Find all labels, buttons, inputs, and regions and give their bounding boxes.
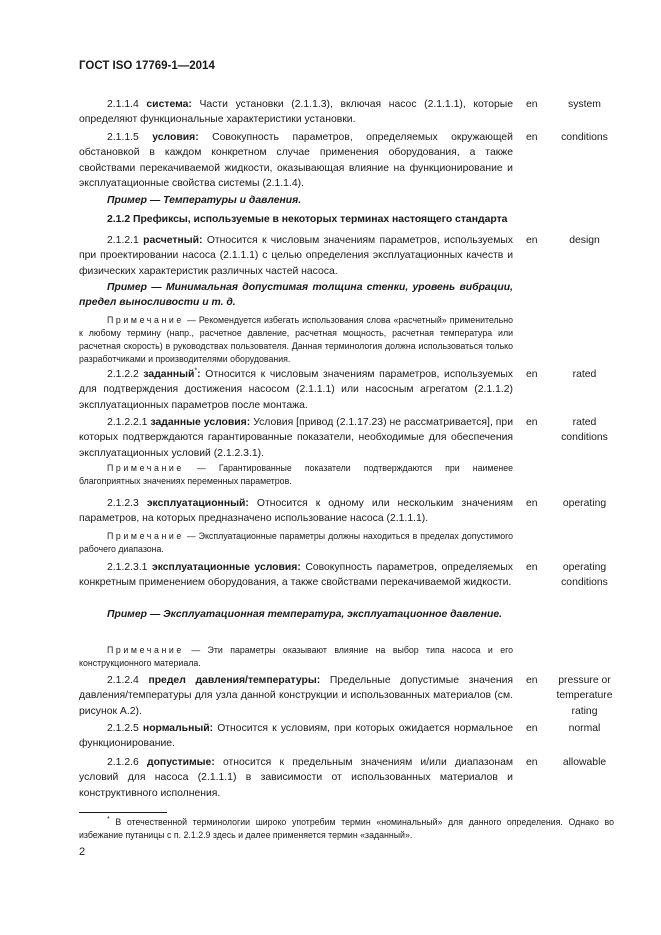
- note-4: Примечание — Эти параметры оказывают влияние на выбор типа насоса и его конструкционного материала.: [79, 645, 513, 669]
- note-1: Примечание — Рекомендуется избегать использования слова «расчетный» применительно к любому термину (напр., расчетное давление, расчетная мощность, расчетная температура или расчетная скорость) в руководствах пользователя. Данная терминология должна использоваться только разработчиками и производителями оборудования.: [79, 315, 513, 365]
- page-number: 2: [79, 846, 86, 858]
- example-3: Пример — Эксплуатационная температура, эксплуатационное давление.: [107, 609, 502, 620]
- footnote: * В отечественной терминологии широко употребим термин «номинальный» для данного определения. Однако во избежание путаницы с п. 2.1.2.9 здесь и далее применяется термин «заданный».: [79, 816, 614, 840]
- note-2: Примечание — Гарантированные показатели подтверждаются при наименее благоприятных значениях переменных параметров.: [79, 463, 514, 487]
- footnote-divider: [79, 812, 167, 813]
- example-1: Пример — Температуры и давления.: [107, 195, 302, 206]
- note-3: Примечание — Эксплуатационные параметры должны находиться в пределах допустимого рабочего диапазона.: [79, 531, 513, 555]
- document-header: ГОСТ ISO 17769-1—2014: [79, 60, 215, 72]
- section-heading: 2.1.2 Префиксы, используемые в некоторых терминах настоящего стандарта: [107, 214, 508, 225]
- example-2: Пример — Минимальная допустимая толщина стенки, уровень вибрации, предел выносливости и т. д.: [79, 282, 513, 309]
